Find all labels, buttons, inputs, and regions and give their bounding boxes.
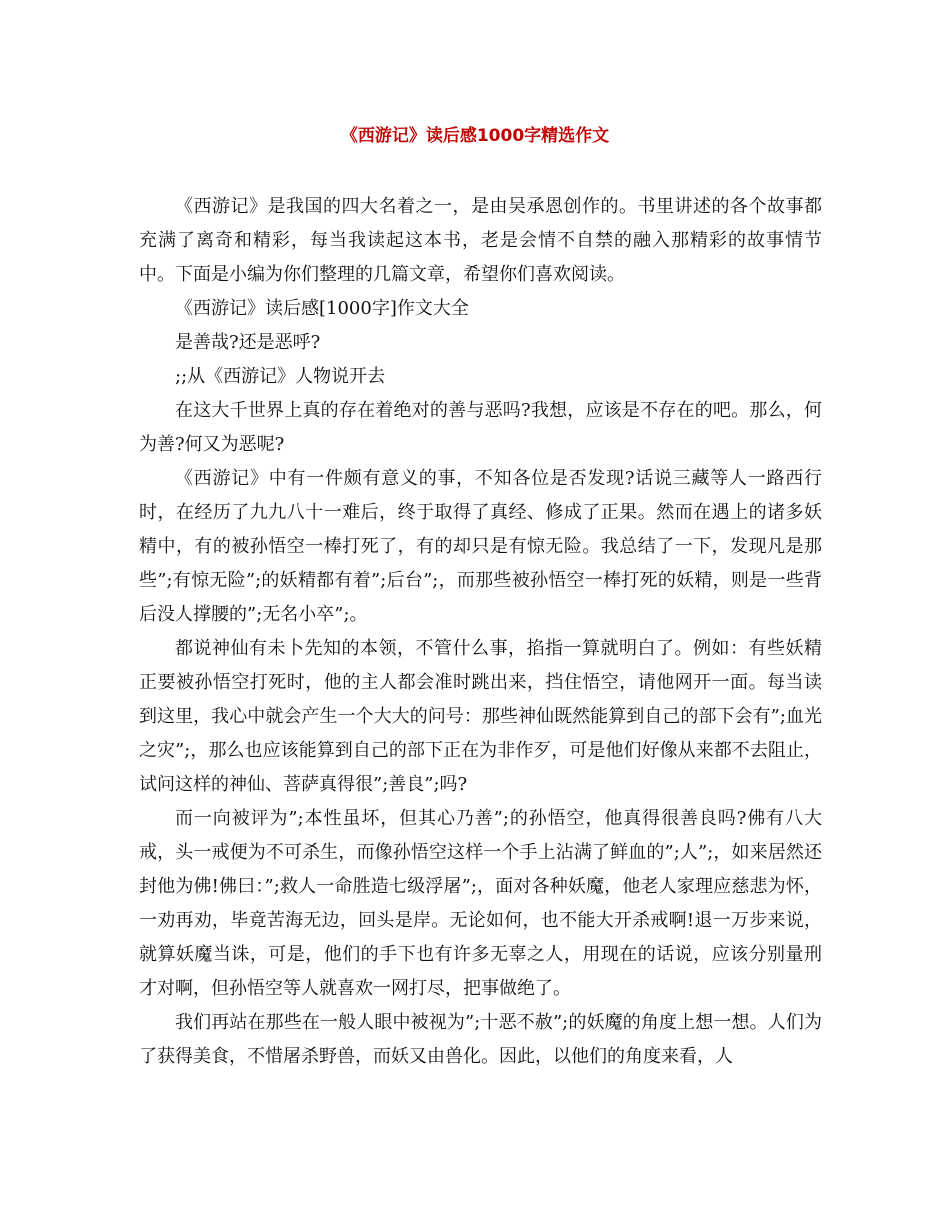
- paragraph: 在这大千世界上真的存在着绝对的善与恶吗?我想，应该是不存在的吧。那么，何为善?何又为恶呢?: [139, 400, 822, 455]
- document-body: [139, 190, 822, 1074]
- paragraph-subtitle-2: ;;从《西游记》人物说开去: [175, 366, 386, 387]
- paragraph: 而一向被评为”;本性虽坏，但其心乃善”;的孙悟空，他真得很善良吗?佛有八大戒，头一戒便为不可杀生，而像孙悟空这样一个手上沾满了鲜血的”;人”;，如来居然还封他为佛!佛曰：”;救人一命胜造七级浮屠”;，面对各种妖魔，他老人家理应慈悲为怀，一劝再劝，毕竟苦海无边，回头是岸。无论如何，也不能大开杀戒啊!退一万步来说，就算妖魔当诛，可是，他们的手下也有许多无辜之人，用现在的话说，应该分别量刑才对啊，但孙悟空等人就喜欢一网打尽，把事做绝了。: [139, 808, 822, 999]
- paragraph-intro: 《西游记》是我国的四大名着之一，是由吴承恩创作的。书里讲述的各个故事都充满了离奇和精彩，每当我读起这本书，老是会情不自禁的融入那精彩的故事情节中。下面是小编为你们整理的几篇文章，希望你们喜欢阅读。: [139, 196, 822, 285]
- paragraph-heading: 《西游记》读后感[1000字]作文大全: [175, 298, 469, 319]
- document-title: 《西游记》读后感1000字精选作文: [340, 126, 610, 146]
- paragraph: 《西游记》中有一件颇有意义的事，不知各位是否发现?话说三藏等人一路西行时，在经历了九九八十一难后，终于取得了真经、修成了正果。然而在遇上的诸多妖精中，有的被孙悟空一棒打死了，有的却只是有惊无险。我总结了一下，发现凡是那些”;有惊无险”;的妖精都有着”;后台”;，而那些被孙悟空一棒打死的妖精，则是一些背后没人撑腰的”;无名小卒”;。: [139, 468, 822, 625]
- paragraph: 都说神仙有未卜先知的本领，不管什么事，掐指一算就明白了。例如：有些妖精正要被孙悟空打死时，他的主人都会准时跳出来，挡住悟空，请他网开一面。每当读到这里，我心中就会产生一个大大的问号：那些神仙既然能算到自己的部下会有”;血光之灾”;，那么也应该能算到自己的部下正在为非作歹，可是他们好像从来都不去阻止，试问这样的神仙、菩萨真得很”;善良”;吗?: [139, 638, 822, 795]
- paragraph-subtitle: 是善哉?还是恶呼?: [175, 332, 321, 353]
- paragraph: 我们再站在那些在一般人眼中被视为”;十恶不赦”;的妖魔的角度上想一想。人们为了获得美食，不惜屠杀野兽，而妖又由兽化。因此，以他们的角度来看，人: [139, 1012, 822, 1067]
